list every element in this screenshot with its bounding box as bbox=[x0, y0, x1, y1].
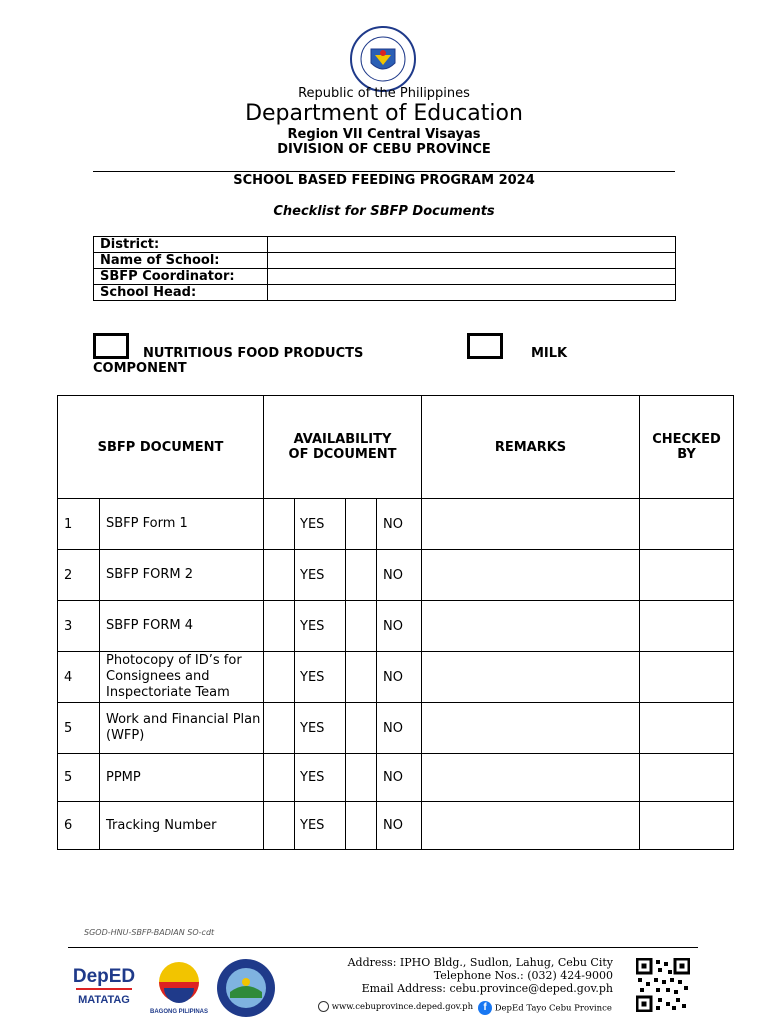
yes-checkbox-cell[interactable] bbox=[264, 550, 295, 601]
no-checkbox-cell[interactable] bbox=[346, 499, 377, 550]
footer-email: Email Address: cebu.province@deped.gov.ph bbox=[361, 982, 613, 995]
school-name-field[interactable] bbox=[268, 253, 676, 269]
bagong-pilipinas-text: BAGONG PILIPINAS bbox=[149, 1009, 209, 1015]
info-row-school bbox=[94, 253, 676, 269]
yes-checkbox-cell[interactable] bbox=[264, 754, 295, 802]
website-text: www.cebuprovince.deped.gov.ph bbox=[331, 1002, 474, 1012]
milk-label: MILK bbox=[531, 346, 568, 361]
row-number: 2 bbox=[58, 550, 100, 601]
footer-facebook[interactable] bbox=[478, 1001, 612, 1015]
row-number: 5 bbox=[58, 754, 100, 802]
remarks-cell[interactable] bbox=[422, 652, 640, 703]
no-label: NO bbox=[377, 601, 422, 652]
table-row bbox=[58, 754, 734, 802]
no-label: NO bbox=[377, 499, 422, 550]
yes-checkbox-cell[interactable] bbox=[264, 601, 295, 652]
checklist-subtitle: Checklist for SBFP Documents bbox=[273, 204, 495, 219]
no-checkbox-cell[interactable] bbox=[346, 703, 377, 754]
deped-logo-text: DepED bbox=[72, 966, 136, 987]
no-checkbox-cell[interactable] bbox=[346, 754, 377, 802]
matatag-text: MATATAG bbox=[78, 994, 130, 1006]
no-label: NO bbox=[377, 802, 422, 850]
no-checkbox-cell[interactable] bbox=[346, 652, 377, 703]
header-checked-by bbox=[640, 396, 734, 499]
table-row bbox=[58, 802, 734, 850]
division-text: DIVISION OF CEBU PROVINCE bbox=[277, 142, 491, 157]
row-document: Tracking Number bbox=[100, 802, 264, 850]
row-document: PPMP bbox=[100, 754, 264, 802]
facebook-icon: f bbox=[478, 1001, 492, 1015]
district-label: District: bbox=[94, 237, 268, 253]
yes-checkbox-cell[interactable] bbox=[264, 499, 295, 550]
no-label: NO bbox=[377, 550, 422, 601]
checked-line2: BY bbox=[677, 447, 696, 462]
header-remarks: REMARKS bbox=[422, 396, 640, 499]
coordinator-label: SBFP Coordinator: bbox=[94, 269, 268, 285]
checked-by-cell[interactable] bbox=[640, 703, 734, 754]
division-seal-icon bbox=[216, 958, 276, 1018]
yes-label: YES bbox=[295, 601, 346, 652]
checked-by-cell[interactable] bbox=[640, 499, 734, 550]
bagong-pilipinas-logo-icon bbox=[148, 958, 210, 1016]
checked-line1: CHECKED bbox=[652, 432, 721, 447]
yes-label: YES bbox=[295, 550, 346, 601]
row-number: 3 bbox=[58, 601, 100, 652]
nutritious-food-checkbox[interactable] bbox=[93, 333, 129, 359]
no-checkbox-cell[interactable] bbox=[346, 802, 377, 850]
yes-checkbox-cell[interactable] bbox=[264, 703, 295, 754]
row-document: Work and Financial Plan (WFP) bbox=[100, 703, 264, 754]
yes-label: YES bbox=[295, 652, 346, 703]
checked-by-cell[interactable] bbox=[640, 550, 734, 601]
row-document: SBFP FORM 4 bbox=[100, 601, 264, 652]
no-checkbox-cell[interactable] bbox=[346, 550, 377, 601]
info-row-head bbox=[94, 285, 676, 301]
checked-by-cell[interactable] bbox=[640, 802, 734, 850]
deped-matatag-logo-icon bbox=[68, 960, 140, 1015]
table-row bbox=[58, 550, 734, 601]
yes-label: YES bbox=[295, 703, 346, 754]
remarks-cell[interactable] bbox=[422, 802, 640, 850]
checked-by-cell[interactable] bbox=[640, 754, 734, 802]
row-document: SBFP FORM 2 bbox=[100, 550, 264, 601]
footer-telephone: Telephone Nos.: (032) 424-9000 bbox=[433, 969, 613, 982]
qr-code-icon bbox=[636, 958, 690, 1012]
remarks-cell[interactable] bbox=[422, 754, 640, 802]
table-row bbox=[58, 499, 734, 550]
region-text: Region VII Central Visayas bbox=[287, 127, 481, 142]
remarks-cell[interactable] bbox=[422, 703, 640, 754]
remarks-cell[interactable] bbox=[422, 550, 640, 601]
row-document: SBFP Form 1 bbox=[100, 499, 264, 550]
documents-checklist-table bbox=[57, 395, 734, 850]
row-number: 4 bbox=[58, 652, 100, 703]
availability-line1: AVAILABILITY bbox=[293, 432, 392, 447]
no-label: NO bbox=[377, 652, 422, 703]
header-divider bbox=[93, 171, 675, 172]
remarks-cell[interactable] bbox=[422, 601, 640, 652]
milk-checkbox[interactable] bbox=[467, 333, 503, 359]
table-row bbox=[58, 601, 734, 652]
header-availability bbox=[264, 396, 422, 499]
school-head-label: School Head: bbox=[94, 285, 268, 301]
table-header-row bbox=[58, 396, 734, 499]
footer-website[interactable] bbox=[318, 1001, 473, 1012]
yes-label: YES bbox=[295, 499, 346, 550]
row-number: 6 bbox=[58, 802, 100, 850]
remarks-cell[interactable] bbox=[422, 499, 640, 550]
table-row bbox=[58, 703, 734, 754]
footer-address: Address: IPHO Bldg., Sudlon, Lahug, Cebu City bbox=[347, 956, 613, 969]
deped-seal-icon bbox=[349, 25, 417, 93]
school-head-field[interactable] bbox=[268, 285, 676, 301]
row-number: 1 bbox=[58, 499, 100, 550]
department-title: Department of Education bbox=[245, 101, 523, 126]
no-label: NO bbox=[377, 703, 422, 754]
yes-checkbox-cell[interactable] bbox=[264, 802, 295, 850]
facebook-text: DepEd Tayo Cebu Province bbox=[494, 1003, 612, 1014]
info-row-district bbox=[94, 237, 676, 253]
program-title: SCHOOL BASED FEEDING PROGRAM 2024 bbox=[233, 173, 535, 188]
header-sbfp-document: SBFP DOCUMENT bbox=[58, 396, 264, 499]
footer-divider bbox=[68, 947, 698, 948]
row-document: Photocopy of ID’s for Consignees and Inspectoriate Team bbox=[100, 652, 264, 703]
component-label: COMPONENT bbox=[93, 361, 187, 376]
yes-label: YES bbox=[295, 754, 346, 802]
district-field[interactable] bbox=[268, 237, 676, 253]
no-label: NO bbox=[377, 754, 422, 802]
school-name-label: Name of School: bbox=[94, 253, 268, 269]
footer-code: SGOD-HNU-SBFP-BADIAN SO-cdt bbox=[84, 928, 215, 937]
availability-line2: OF DCOUMENT bbox=[288, 447, 397, 462]
checked-by-cell[interactable] bbox=[640, 601, 734, 652]
coordinator-field[interactable] bbox=[268, 269, 676, 285]
nutritious-food-label: NUTRITIOUS FOOD PRODUCTS bbox=[143, 346, 364, 361]
school-info-table bbox=[93, 236, 676, 301]
republic-text: Republic of the Philippines bbox=[298, 86, 470, 101]
info-row-coordinator bbox=[94, 269, 676, 285]
globe-icon bbox=[318, 1001, 329, 1012]
no-checkbox-cell[interactable] bbox=[346, 601, 377, 652]
table-row bbox=[58, 652, 734, 703]
row-number: 5 bbox=[58, 703, 100, 754]
checked-by-cell[interactable] bbox=[640, 652, 734, 703]
yes-label: YES bbox=[295, 802, 346, 850]
yes-checkbox-cell[interactable] bbox=[264, 652, 295, 703]
